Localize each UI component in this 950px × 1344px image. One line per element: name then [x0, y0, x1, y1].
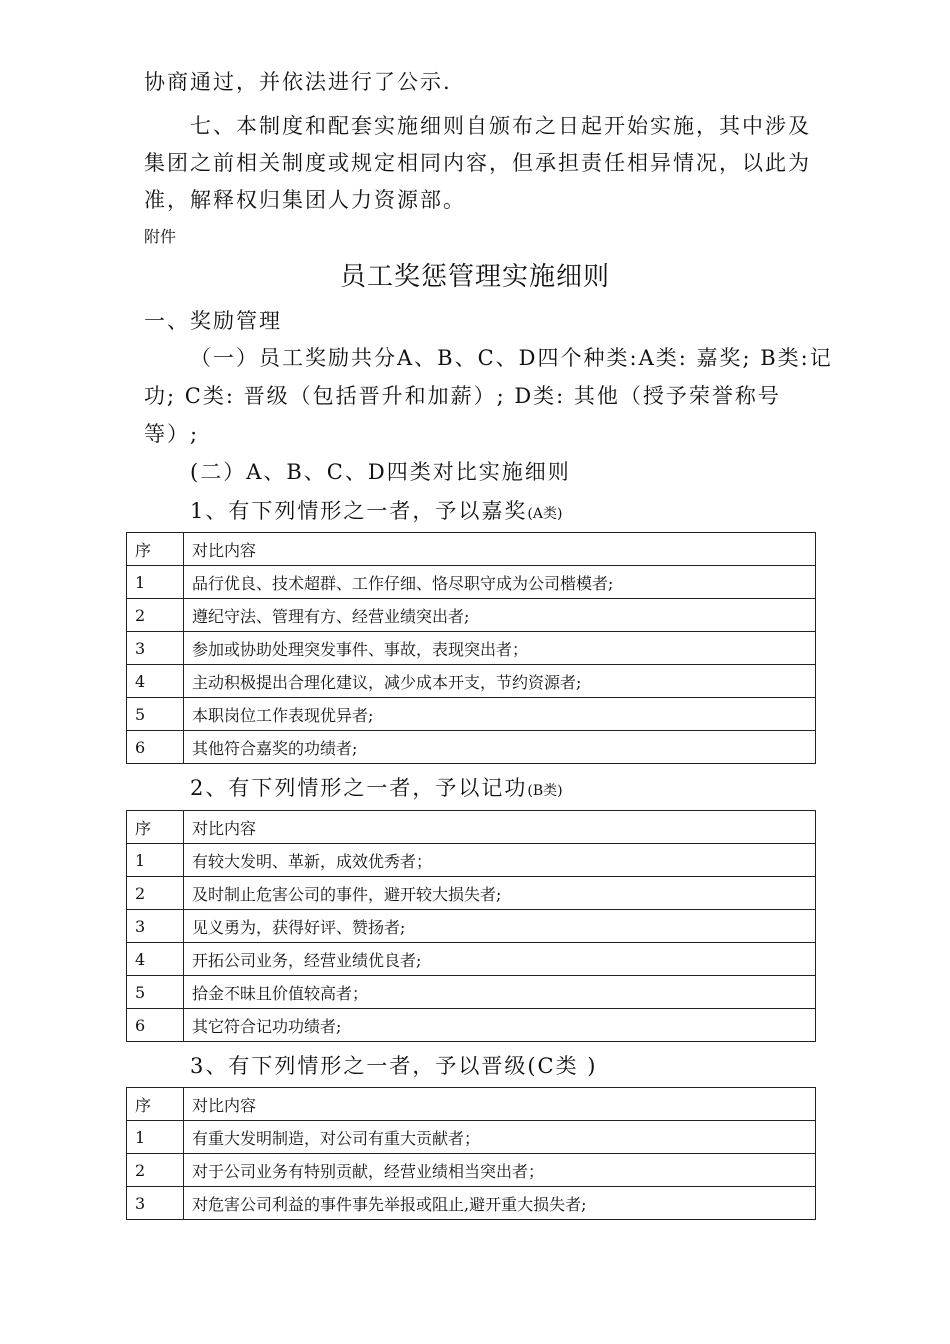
table-1-heading-suffix: (A类)	[527, 506, 563, 522]
table-row	[127, 910, 816, 943]
table-row	[127, 632, 816, 665]
row-seq: 4	[127, 665, 184, 698]
document-title: 员工奖惩管理实施细则	[339, 262, 610, 292]
article-7-line-3: 准，解释权归集团人力资源部。	[144, 188, 466, 212]
reward-types-line-2: 功; C类: 晋级（包括晋升和加薪）; D类: 其他（授予荣誉称号	[144, 384, 781, 408]
table-1-heading	[190, 495, 562, 525]
header-content: 对比内容	[184, 533, 816, 566]
table-row	[127, 665, 816, 698]
row-content: 拾金不昧且价值较高者；	[184, 976, 816, 1009]
table-3-heading	[190, 1050, 598, 1080]
table-row	[127, 1154, 816, 1187]
table-row	[127, 844, 816, 877]
header-content: 对比内容	[184, 1088, 816, 1121]
row-content: 有重大发明制造，对公司有重大贡献者；	[184, 1121, 816, 1154]
row-seq: 1	[127, 566, 184, 599]
intro-line: 协商通过，并依法进行了公示.	[144, 70, 452, 94]
row-seq: 4	[127, 943, 184, 976]
row-seq: 3	[127, 1187, 184, 1220]
row-content: 主动积极提出合理化建议，减少成本开支，节约资源者;	[184, 665, 816, 698]
header-seq: 序	[127, 533, 184, 566]
article-7-line-1: 七、本制度和配套实施细则自颁布之日起开始实施，其中涉及	[190, 114, 811, 138]
row-content: 有较大发明、革新，成效优秀者；	[184, 844, 816, 877]
row-seq: 3	[127, 910, 184, 943]
row-content: 其他符合嘉奖的功绩者;	[184, 731, 816, 764]
table-2-heading-text: 2、有下列情形之一者，予以记功	[190, 776, 528, 800]
table-row	[127, 943, 816, 976]
row-content: 遵纪守法、管理有方、经营业绩突出者;	[184, 599, 816, 632]
row-seq: 3	[127, 632, 184, 665]
comparison-heading: (二）A、B、C、D四类对比实施细则	[190, 460, 571, 484]
row-seq: 6	[127, 1009, 184, 1042]
table-row	[127, 1187, 816, 1220]
table-1-heading-text: 1、有下列情形之一者，予以嘉奖	[190, 499, 528, 523]
table-row	[127, 1009, 816, 1042]
reward-types-line-3: 等）;	[144, 422, 200, 446]
row-content: 及时制止危害公司的事件，避开较大损失者;	[184, 877, 816, 910]
row-seq: 2	[127, 1154, 184, 1187]
row-content: 品行优良、技术超群、工作仔细、恪尽职守成为公司楷模者;	[184, 566, 816, 599]
table-2-heading	[190, 772, 563, 802]
row-content: 参加或协助处理突发事件、事故，表现突出者；	[184, 632, 816, 665]
header-content: 对比内容	[184, 811, 816, 844]
table-header-row	[127, 811, 816, 844]
row-seq: 5	[127, 976, 184, 1009]
row-content: 见义勇为，获得好评、赞扬者;	[184, 910, 816, 943]
table-2-heading-suffix: (B类)	[527, 783, 563, 799]
table-row	[127, 976, 816, 1009]
reward-types-line-1: （一）员工奖励共分A、B、C、D四个种类:A类: 嘉奖; B类:记	[190, 346, 833, 370]
row-content: 对于公司业务有特别贡献，经营业绩相当突出者；	[184, 1154, 816, 1187]
header-seq: 序	[127, 1088, 184, 1121]
row-seq: 2	[127, 599, 184, 632]
attachment-label: 附件	[144, 227, 177, 246]
row-content: 对危害公司利益的事件事先举报或阻止,避开重大损失者;	[184, 1187, 816, 1220]
row-seq: 1	[127, 844, 184, 877]
row-content: 其它符合记功功绩者;	[184, 1009, 816, 1042]
table-row	[127, 1121, 816, 1154]
reward-table-c	[126, 1087, 816, 1220]
table-header-row	[127, 1088, 816, 1121]
table-row	[127, 599, 816, 632]
row-seq: 2	[127, 877, 184, 910]
row-content: 开拓公司业务，经营业绩优良者;	[184, 943, 816, 976]
row-content: 本职岗位工作表现优异者;	[184, 698, 816, 731]
row-seq: 5	[127, 698, 184, 731]
table-row	[127, 877, 816, 910]
table-header-row	[127, 533, 816, 566]
table-row	[127, 566, 816, 599]
table-3-heading-text: 3、有下列情形之一者，予以晋级(C类 )	[190, 1054, 598, 1078]
row-seq: 6	[127, 731, 184, 764]
header-seq: 序	[127, 811, 184, 844]
row-seq: 1	[127, 1121, 184, 1154]
section-heading: 一、奖励管理	[144, 309, 282, 333]
reward-table-a	[126, 532, 816, 764]
table-row	[127, 731, 816, 764]
article-7-line-2: 集团之前相关制度或规定相同内容，但承担责任相异情况，以此为	[144, 151, 811, 175]
reward-table-b	[126, 810, 816, 1042]
table-row	[127, 698, 816, 731]
